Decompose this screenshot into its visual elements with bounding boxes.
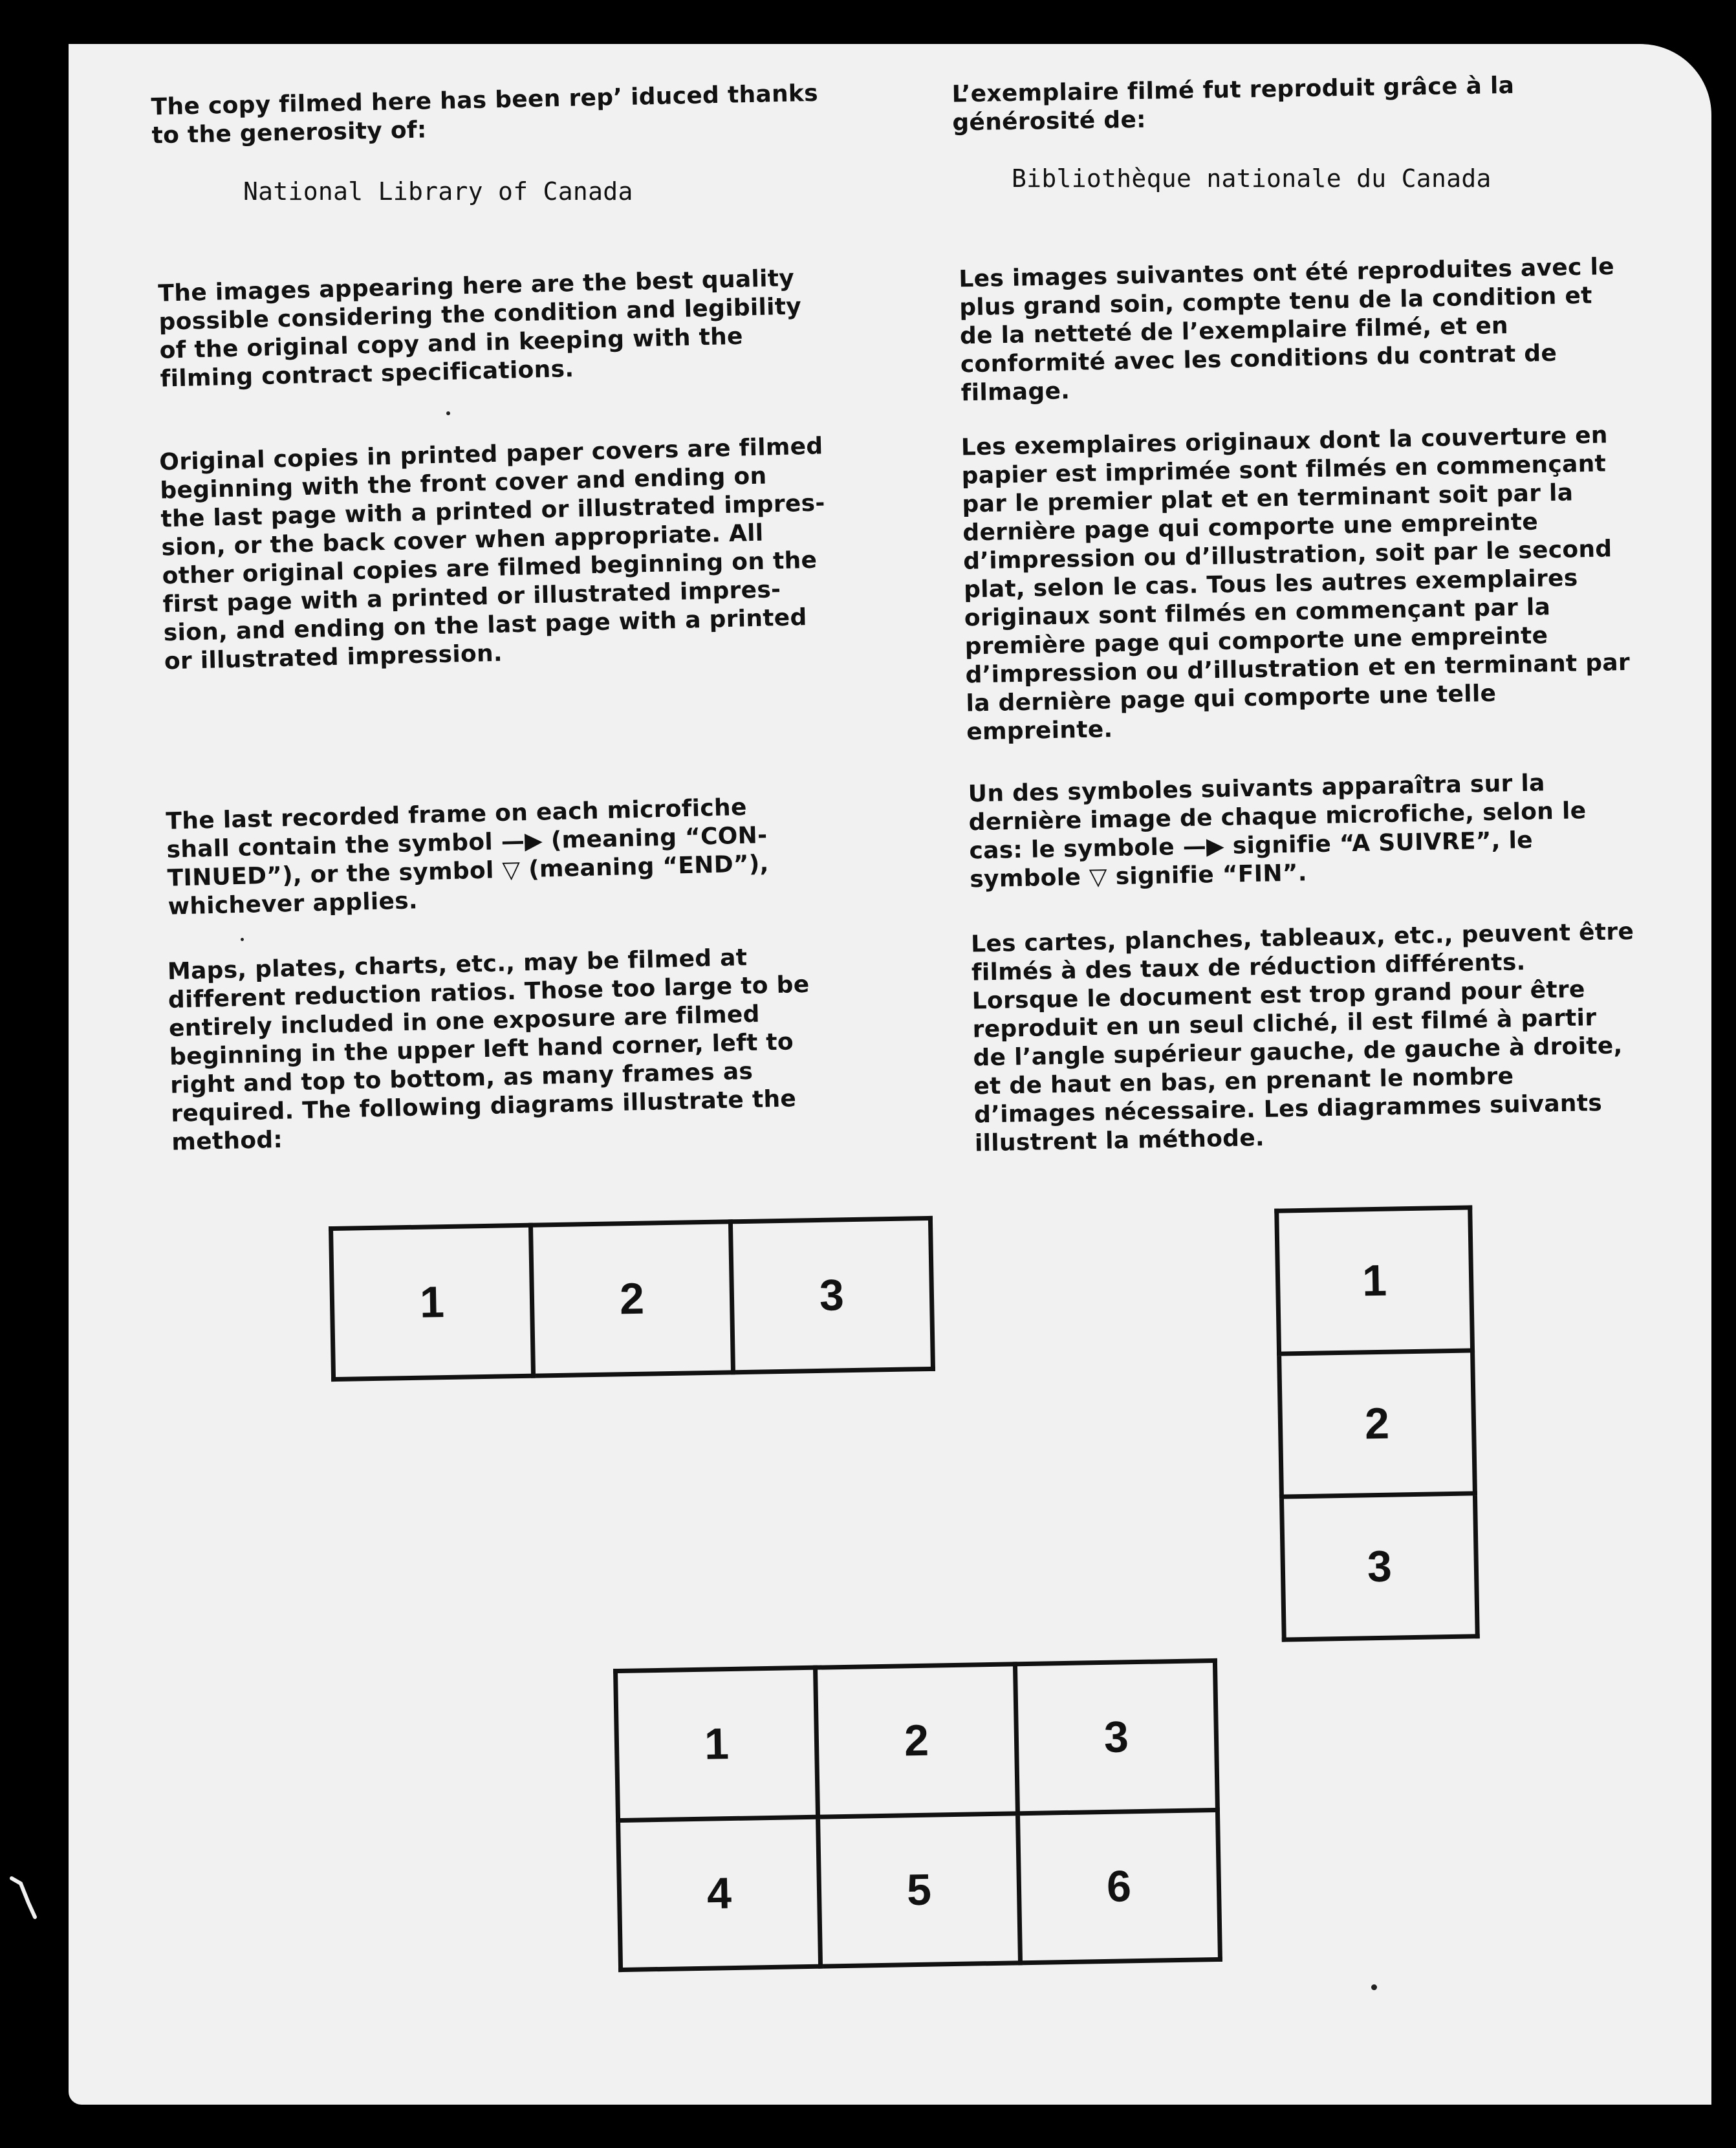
diagram-six-frame-grid (613, 1658, 1222, 1972)
french-originals-paragraph: Les exemplaires originaux dont la couverture en papier est imprimée sont filmés en commençant par le premier plat et en terminant soit par la dernière page qui comporte une empreinte d’impression ou d’illustration, soit par le second plat, selon le cas. Tous les autres exemplaires originaux sont filmés en commençant par la première page qui comporte une empreinte d’impression ou d’illustration et en terminant par la dernière page qui comporte une telle empreinte. (960, 422, 1631, 746)
french-maps-paragraph: Les cartes, planches, tableaux, etc., peuvent être filmés à des taux de réduction différents. Lorsque le document est trop grand pour être reproduit en un seul cliché, il est filmé à partir de l’angle supérieur gauche, de gauche à droite, et de haut en bas, en prenant le nombre d’images nécessaire. Les diagrammes suivants illustrent la méthode. (970, 918, 1634, 1157)
frame-cell: 3 (1281, 1493, 1477, 1640)
frame-cell: 2 (530, 1222, 733, 1376)
frame-cell: 5 (818, 1814, 1021, 1966)
frame-cell: 6 (1017, 1810, 1220, 1962)
scan-speck (1371, 1984, 1377, 1990)
english-heading: The copy filmed here has been rep’ iduced thanks to the generosity of: (151, 80, 819, 149)
film-edge-mark (9, 1874, 38, 1920)
scan-speck (446, 411, 450, 415)
english-maps-paragraph: Maps, plates, charts, etc., may be filmed at different reduction ratios. Those too large to be entirely included in one exposure are filmed beginning in the upper left hand corner, left to right and top to bottom, as many frames as required. The following diagrams illustrate the method: (167, 944, 810, 1156)
english-originals-paragraph: Original copies in printed paper covers are filmed beginning with the front cover and ending on the last page with a printed or illustrated impres- sion, or the back cover when appropriate. All other original copies are filmed beginning on the first page with a printed or illustrated impres- sion, and ending on the last page with a printed or illustrated impression. (158, 433, 826, 675)
english-quality-paragraph: The images appearing here are the best quality possible considering the condition and legibility of the original copy and in keeping with the filming contract specifications. (158, 265, 802, 393)
target-page (69, 44, 1711, 2105)
frame-cell: 3 (1015, 1660, 1217, 1813)
frame-cell: 2 (815, 1664, 1017, 1817)
french-heading: L’exemplaire filmé fut reproduit grâce à la générosité de: (951, 72, 1515, 136)
frame-cell: 4 (618, 1817, 821, 1969)
frame-cell: 1 (1277, 1208, 1473, 1354)
english-symbols-paragraph: The last recorded frame on each microfiche shall contain the symbol —▶ (meaning “CON- TINUED”), or the symbol ▽ (meaning “END”), whichever applies. (166, 794, 770, 920)
english-library-name: National Library of Canada (243, 177, 633, 206)
frame-cell: 1 (616, 1667, 818, 1820)
french-library-name: Bibliothèque nationale du Canada (1012, 164, 1492, 193)
french-symbols-paragraph: Un des symboles suivants apparaîtra sur la dernière image de chaque microfiche, selon le cas: le symbole —▶ signifie “A SUIVRE”, le symbole ▽ signifie “FIN”. (968, 770, 1587, 893)
scan-speck (241, 938, 244, 941)
diagram-vertical-strip (1274, 1205, 1480, 1642)
frame-cell: 1 (331, 1225, 534, 1379)
frame-cell: 3 (730, 1218, 933, 1372)
french-quality-paragraph: Les images suivantes ont été reproduites avec le plus grand soin, compte tenu de la condition et de la netteté de l’exemplaire filmé, et en conformité avec les conditions du contrat de filmage. (959, 253, 1615, 407)
frame-cell: 2 (1279, 1351, 1475, 1497)
diagram-horizontal-strip (329, 1216, 935, 1382)
